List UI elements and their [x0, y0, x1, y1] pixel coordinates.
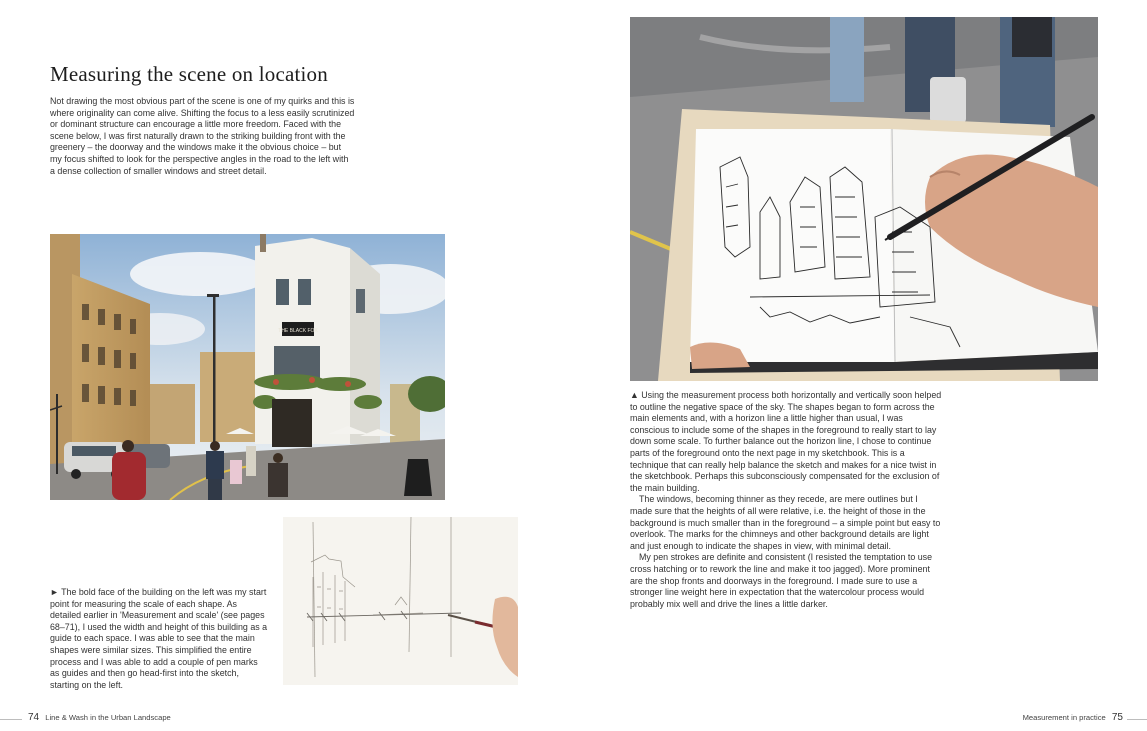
- right-page-number: 75: [1111, 712, 1123, 723]
- left-running-head: Line & Wash in the Urban Landscape: [45, 713, 171, 722]
- footer-rule-left: [0, 719, 22, 720]
- right-running-head: Measurement in practice: [1022, 713, 1106, 722]
- pencil-guide-sketch-photo: [283, 517, 518, 685]
- right-caption: [630, 390, 942, 610]
- right-caption-paragraph-2: The windows, becoming thinner as they recede, are mere outlines but I made sure that the heights of all were relative, i.e. the height of those in the background is much smaller than in the foreground – a simple point but easy to overlook. The marks for the chimneys and other background details are light and just enough to indicate the shapes in view, with minimal detail.: [630, 494, 941, 551]
- street-scene-photo: [50, 234, 445, 500]
- right-caption-paragraph-1: ▲ Using the measurement process both horizontally and vertically soon helped to outline the negative space of the sky. The shapes began to form across the main elements and, with a horizon line a little higher than usual, I was conscious to include some of the shapes in the foreground to really start to lay down some scale. To further balance out the horizon line, I chose to continue parts of the foreground onto the next page in my sketchbook. This is a technique that can really help balance the sketch and makes for a nice twist in the sketchbook. Perhaps this subconsciously compensated for the exclusion of the main building.: [630, 390, 942, 493]
- right-caption-paragraph-3: My pen strokes are definite and consistent (I resisted the temptation to use cross hatching or to rework the line and make it too jagged). More prominent are the shop fronts and doorways in the foreground. I made sure to use a stronger line weight here in expectation that the watercolour process would probably mix well and drive the lines a little darker.: [630, 552, 933, 609]
- sketchbook-drawing-photo: [630, 17, 1098, 381]
- left-page-number: 74: [28, 712, 40, 723]
- pub-sign-text: THE BLACK FOX: [278, 328, 318, 334]
- intro-paragraph: Not drawing the most obvious part of the scene is one of my quirks and this is where originality can come alive. Shifting the focus to a less easily scrutinized or dominant structure can encourage a little more freedom. Faced with the scene below, I was first naturally drawn to the striking building front with the greenery – the doorway and the windows make it the obvious choice – but my focus shifted to look for the perspective angles in the road to the left with a dense collection of smaller windows and street detail.: [50, 96, 355, 176]
- page-title: Measuring the scene on location: [50, 62, 328, 86]
- right-footer: [1023, 712, 1123, 723]
- left-caption: ► The bold face of the building on the left was my start point for measuring the scale of each shape. As detailed earlier in 'Measurement and scale' (see pages 68–71), I used the width and height of this building as a guide to each space. I was able to see that the main shapes were similar sizes. This simplified the entire process and I was able to add a couple of pen marks as guides and then go head-first into the sketch, starting on the left.: [50, 587, 268, 690]
- footer-rule-right: [1127, 719, 1147, 720]
- left-footer: [28, 712, 171, 723]
